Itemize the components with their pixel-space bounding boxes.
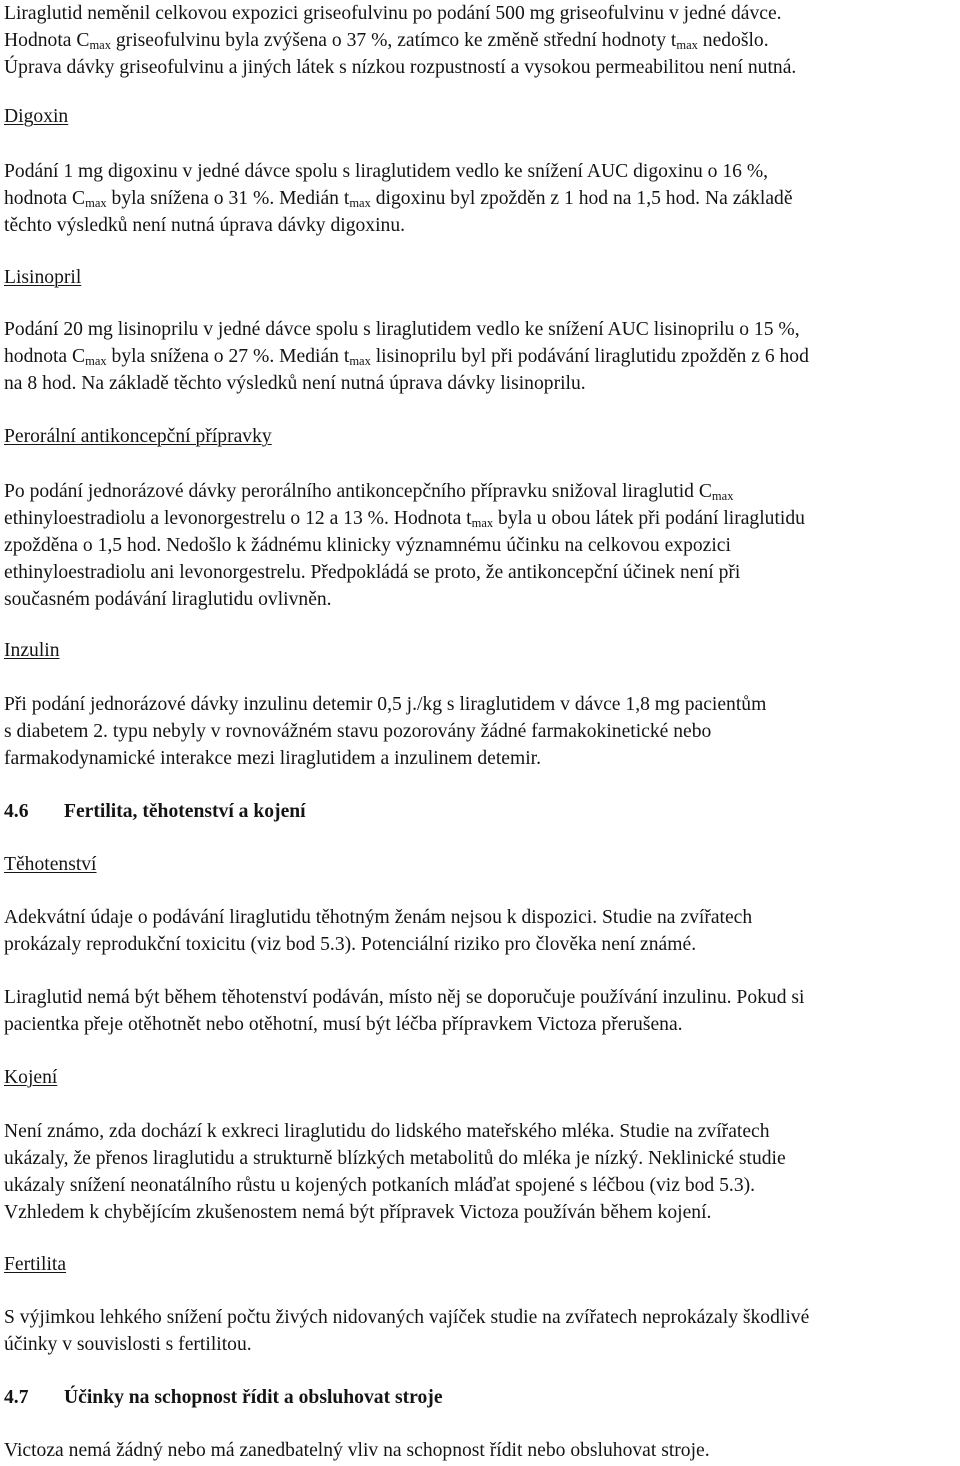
text-line: Úprava dávky griseofulvinu a jiných látek s nízkou rozpustností a vysokou permeabilitou není nutná. (4, 57, 797, 78)
text-line (4, 343, 809, 370)
subsection-heading: Lisinopril (4, 267, 82, 288)
text-run: ethinyloestradiolu a levonorgestrelu o 12 a 13 %. Hodnota t (4, 508, 472, 529)
text-line: Při podání jednorázové dávky inzulinu detemir 0,5 j./kg s liraglutidem v dávce 1,8 mg pacientům (4, 694, 767, 715)
subscript: max (89, 38, 111, 52)
text-line: ethinyloestradiolu ani levonorgestrelu. Předpokládá se proto, že antikoncepční účinek není při (4, 562, 741, 583)
text-line: Podání 1 mg digoxinu v jedné dávce spolu s liraglutidem vedlo ke snížení AUC digoxinu o 16 %, (4, 161, 769, 182)
text-line: pacientka přeje otěhotnět nebo otěhotní, musí být léčba přípravkem Victoza přerušena. (4, 1014, 683, 1035)
text-run: byla snížena o 31 %. Medián t (106, 188, 350, 209)
text-run: digoxinu byl zpožděn z 1 hod na 1,5 hod. Na základě (370, 188, 793, 209)
subscript: max (85, 196, 107, 210)
text-line: Liraglutid neměnil celkovou expozici griseofulvinu po podání 500 mg griseofulvinu v jedné dávce. (4, 3, 782, 24)
subsection-heading: Inzulin (4, 640, 60, 661)
section-heading (4, 1384, 443, 1411)
text-run: Hodnota C (4, 30, 90, 51)
text-line: ukázaly, že přenos liraglutidu a strukturně blízkých metabolitů do mléka je nízký. Neklinické studie (4, 1148, 786, 1169)
text-line: S výjimkou lehkého snížení počtu živých nidovaných vajíček studie na zvířatech neprokázaly škodlivé (4, 1307, 810, 1328)
text-line: prokázaly reprodukční toxicitu (viz bod 5.3). Potenciální riziko pro člověka není známé. (4, 934, 697, 955)
text-line: ukázaly snížení neonatálního růstu u kojených potkaních mláďat spojené s léčbou (viz bod 5.3). (4, 1175, 756, 1196)
text-line: Není známo, zda dochází k exkreci liraglutidu do lidského mateřského mléka. Studie na zvířatech (4, 1121, 770, 1142)
section-heading (4, 798, 306, 825)
text-line: na 8 hod. Na základě těchto výsledků není nutná úprava dávky lisinoprilu. (4, 373, 586, 394)
text-run: lisinoprilu byl při podávání liraglutidu zpožděn z 6 hod (370, 346, 809, 367)
subsection-heading: Těhotenství (4, 854, 97, 875)
text-line (4, 185, 793, 212)
text-line: zpožděna o 1,5 hod. Nedošlo k žádnému klinicky významnému účinku na celkovou expozici (4, 535, 731, 556)
text-run: byla u obou látek při podání liraglutidu (493, 508, 805, 529)
text-line: Liraglutid nemá být během těhotenství podáván, místo něj se doporučuje používání inzulinu. Pokud si (4, 987, 805, 1008)
text-run: nedošlo. (697, 30, 769, 51)
subscript: max (349, 354, 371, 368)
text-line: účinky v souvislosti s fertilitou. (4, 1334, 252, 1355)
section-title: Účinky na schopnost řídit a obsluhovat stroje (64, 1387, 443, 1408)
text-line (4, 27, 769, 54)
text-line: Victoza nemá žádný nebo má zanedbatelný vliv na schopnost řídit nebo obsluhovat stroje. (4, 1440, 710, 1461)
text-line: farmakodynamické interakce mezi liraglutidem a inzulinem detemir. (4, 748, 541, 769)
subscript: max (676, 38, 698, 52)
subscript: max (471, 516, 494, 530)
subsection-heading: Kojení (4, 1067, 58, 1088)
section-number: 4.7 (4, 1387, 29, 1408)
text-line (4, 478, 733, 505)
text-line: s diabetem 2. typu nebyly v rovnovážném stavu pozorovány žádné farmakokinetické nebo (4, 721, 712, 742)
text-run: hodnota C (4, 188, 86, 209)
subscript: max (349, 196, 371, 210)
section-number: 4.6 (4, 801, 29, 822)
text-line: Adekvátní údaje o podávání liraglutidu těhotným ženám nejsou k dispozici. Studie na zvířatech (4, 907, 753, 928)
text-run: griseofulvinu byla zvýšena o 37 %, zatímco ke změně střední hodnoty t (110, 30, 677, 51)
subscript: max (711, 489, 734, 503)
section-title: Fertilita, těhotenství a kojení (64, 801, 306, 822)
text-line: současném podávání liraglutidu ovlivněn. (4, 589, 332, 610)
text-run: hodnota C (4, 346, 86, 367)
subsection-heading: Perorální antikoncepční přípravky (4, 426, 272, 447)
text-run: Po podání jednorázové dávky perorálního antikoncepčního přípravku snižoval liraglutid C (4, 481, 712, 502)
subsection-heading: Fertilita (4, 1254, 67, 1275)
text-line: těchto výsledků není nutná úprava dávky digoxinu. (4, 215, 406, 236)
text-line (4, 505, 805, 532)
subsection-heading: Digoxin (4, 106, 69, 127)
text-line: Vzhledem k chybějícím zkušenostem nemá být přípravek Victoza používán během kojení. (4, 1202, 712, 1223)
subscript: max (85, 354, 107, 368)
text-run: byla snížena o 27 %. Medián t (106, 346, 350, 367)
text-line: Podání 20 mg lisinoprilu v jedné dávce spolu s liraglutidem vedlo ke snížení AUC lisinoprilu o 15 %, (4, 319, 800, 340)
